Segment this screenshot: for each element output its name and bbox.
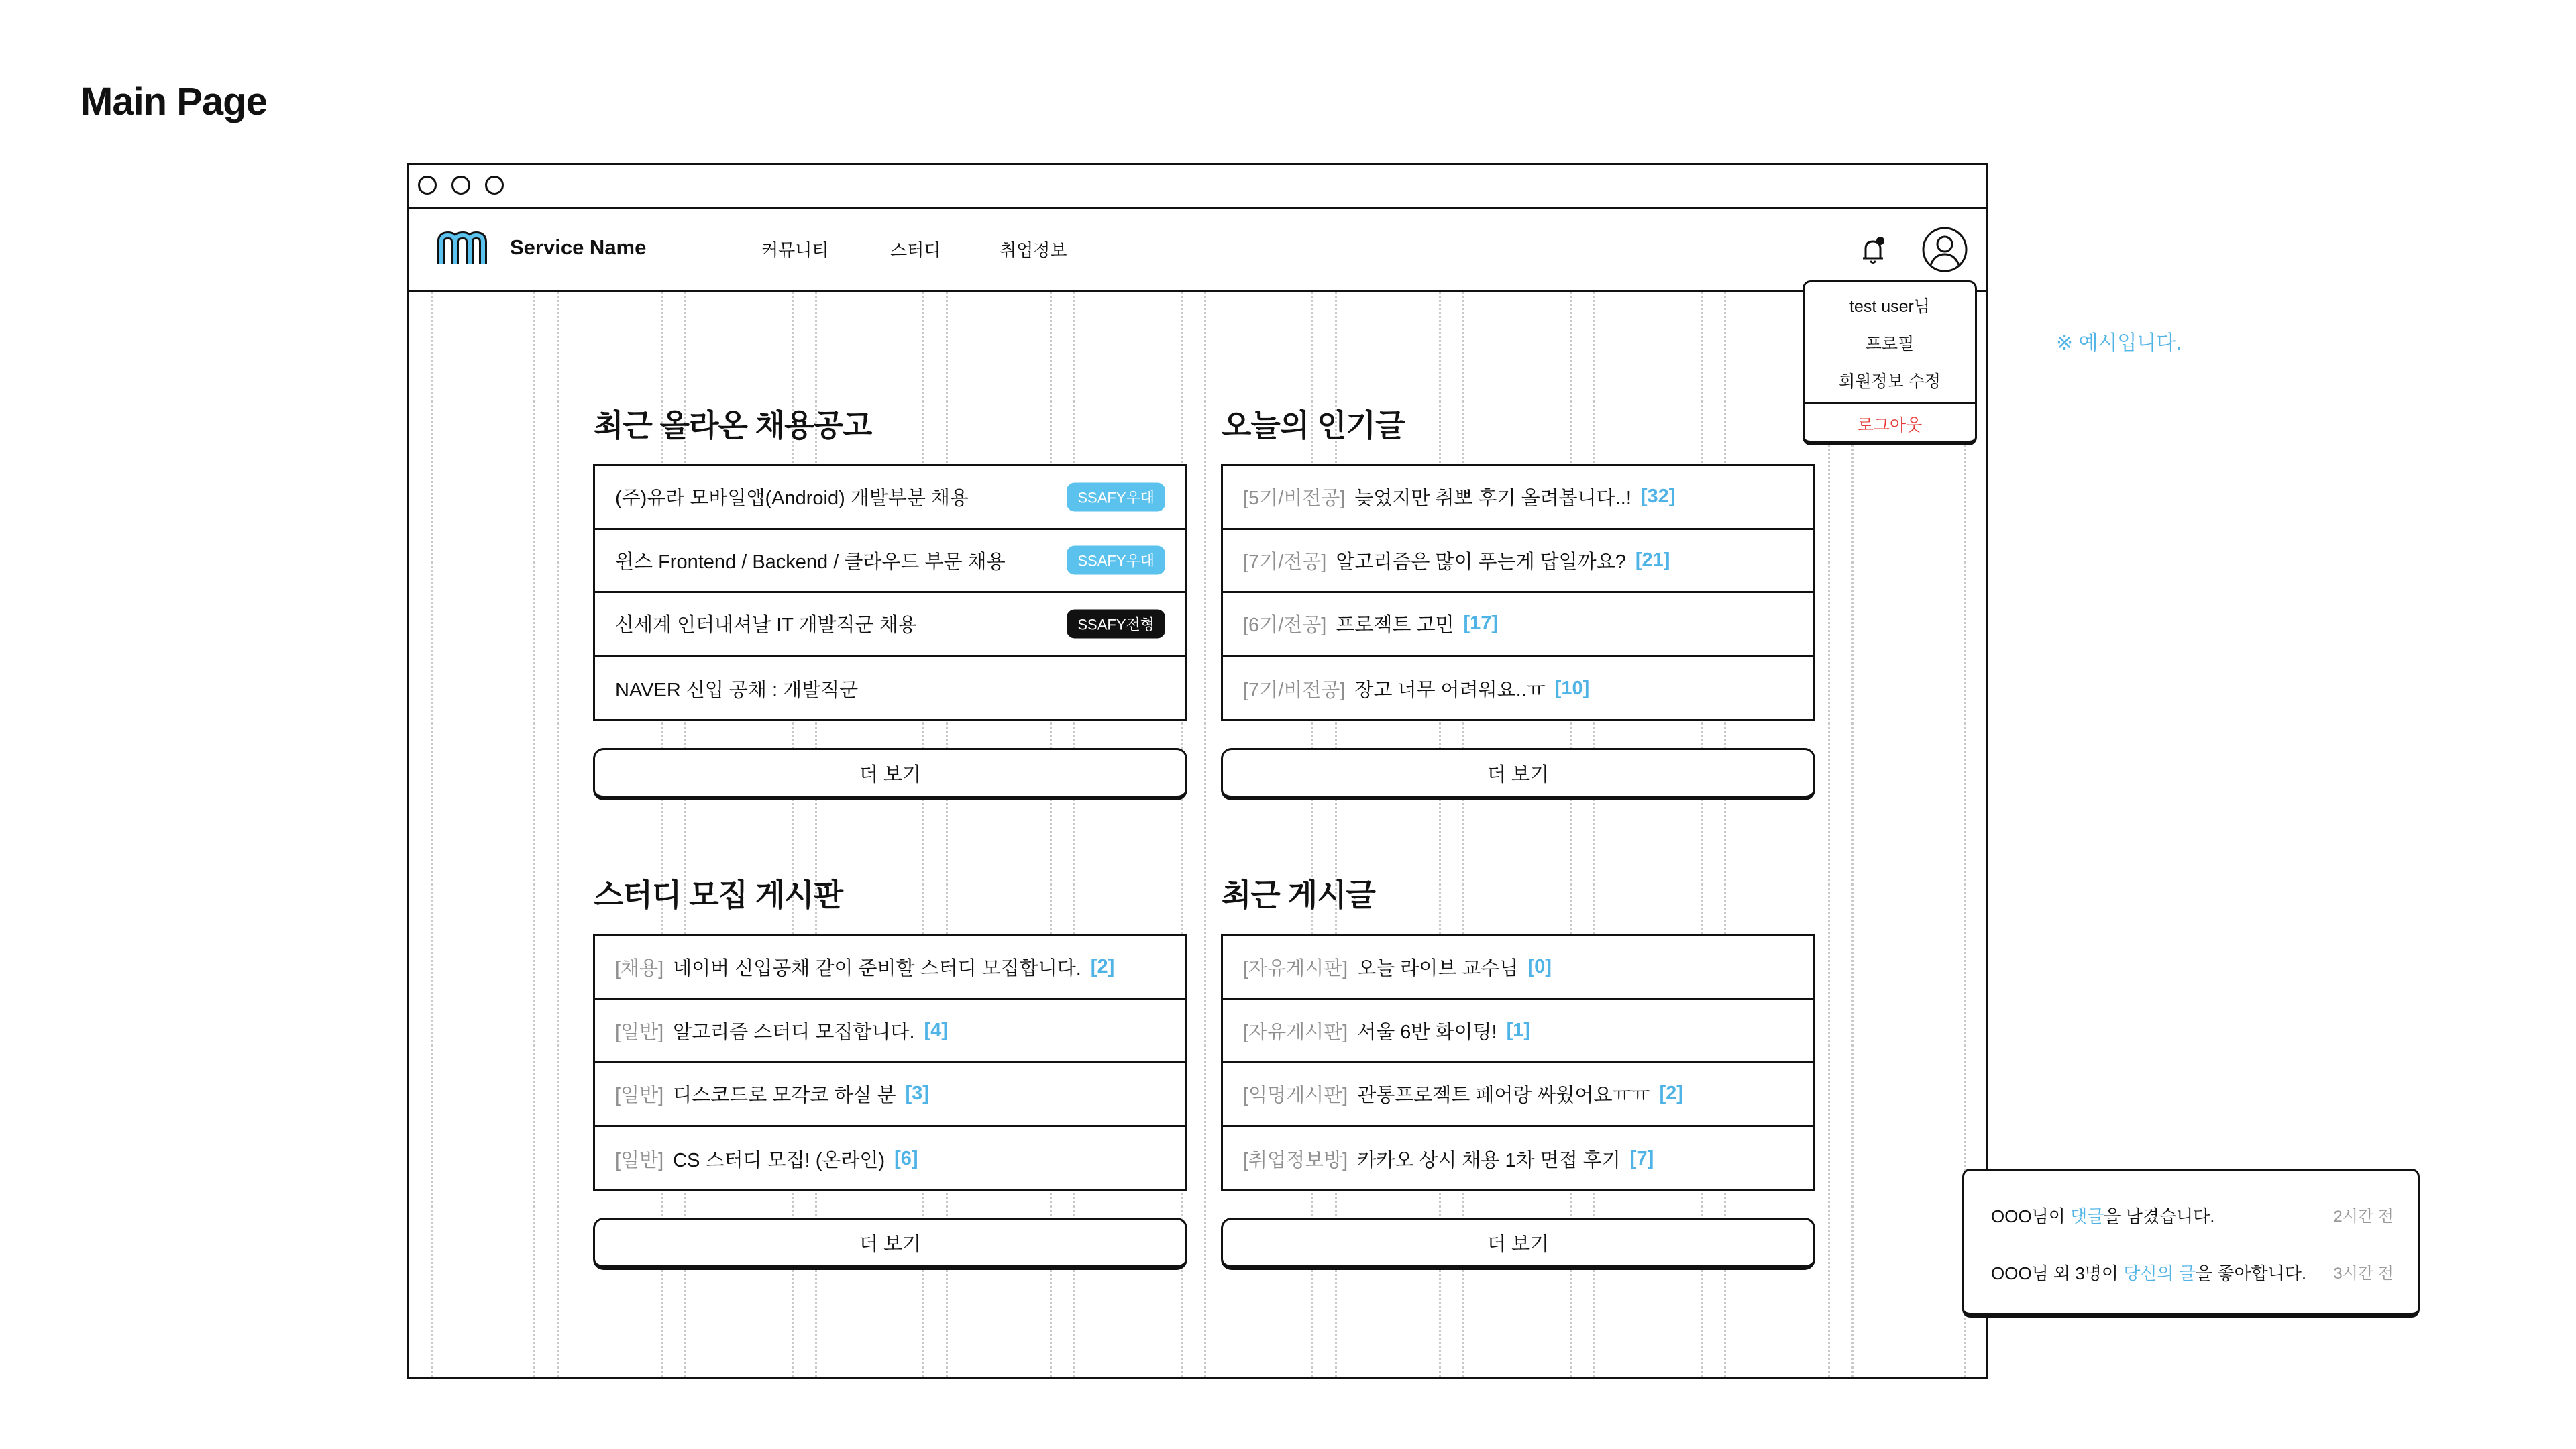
- notification-item[interactable]: [1991, 1260, 2394, 1285]
- notification-time: 3시간 전: [2333, 1265, 2394, 1283]
- window-titlebar: [409, 165, 1986, 209]
- comment-count: [6]: [894, 1147, 918, 1169]
- window-maximize-button[interactable]: [485, 176, 504, 195]
- study-section-title: 스터디 모집 게시판: [594, 877, 843, 912]
- post-title: CS 스터디 모집! (온라인): [673, 1149, 885, 1171]
- post-tag: [일반]: [615, 1149, 664, 1171]
- post-title: 장고 너무 어려워요..ㅠ: [1354, 679, 1546, 701]
- post-row[interactable]: [1223, 593, 1813, 657]
- popular-section-title: 오늘의 인기글: [1222, 408, 1405, 443]
- post-row[interactable]: [595, 1127, 1185, 1191]
- post-tag: [7기/전공]: [1243, 551, 1327, 573]
- dropdown-divider: [1805, 402, 1975, 404]
- top-navbar: [409, 209, 1986, 292]
- study-list: [593, 934, 1187, 1191]
- comment-count: [10]: [1554, 677, 1590, 699]
- notification-text: OOO님 외 3명이 당신의 글을 좋아합니다.: [1991, 1263, 2307, 1283]
- page-title: Main Page: [80, 80, 267, 123]
- example-note: ※ 예시입니다.: [2056, 332, 2182, 354]
- comment-count: [3]: [905, 1083, 929, 1105]
- layout-guides: [409, 292, 1986, 1377]
- post-tag: [채용]: [615, 958, 664, 980]
- post-row[interactable]: [595, 1063, 1185, 1127]
- job-title: (주)유라 모바일앱(Android) 개발부분 채용: [615, 488, 969, 510]
- recent-section-title: 최근 게시글: [1222, 877, 1375, 912]
- comment-count: [4]: [924, 1019, 948, 1041]
- job-row[interactable]: [595, 530, 1185, 594]
- post-row[interactable]: [595, 936, 1185, 1000]
- post-title: 관통프로젝트 페어랑 싸웠어요ㅠㅠ: [1357, 1085, 1650, 1107]
- jobs-section-title: 최근 올라온 채용공고: [594, 408, 872, 443]
- job-row[interactable]: [595, 657, 1185, 720]
- service-name[interactable]: Service Name: [510, 235, 647, 259]
- post-title: 디스코드로 모각코 하실 분: [673, 1085, 896, 1107]
- dropdown-edit-account[interactable]: 회원정보 수정: [1839, 372, 1941, 391]
- post-tag: [일반]: [615, 1021, 664, 1043]
- post-title: 프로젝트 고민: [1336, 614, 1454, 637]
- recent-more-button[interactable]: 더 보기: [1221, 1218, 1815, 1270]
- notification-time: 2시간 전: [2333, 1208, 2394, 1226]
- post-tag: [7기/비전공]: [1243, 679, 1346, 701]
- post-row[interactable]: [1223, 936, 1813, 1000]
- post-tag: [익명게시판]: [1243, 1085, 1348, 1107]
- nav-study[interactable]: 스터디: [890, 240, 941, 260]
- comment-count: [2]: [1090, 956, 1115, 978]
- post-row[interactable]: [1223, 1000, 1813, 1064]
- job-row[interactable]: [595, 593, 1185, 657]
- ssafy-badge: SSAFY전형: [1067, 609, 1165, 638]
- study-more-button[interactable]: 더 보기: [593, 1218, 1187, 1270]
- post-tag: [일반]: [615, 1085, 664, 1107]
- comment-count: [7]: [1629, 1147, 1654, 1169]
- post-title: 네이버 신입공채 같이 준비할 스터디 모집합니다.: [673, 958, 1081, 980]
- avatar-icon[interactable]: [1921, 226, 1968, 273]
- post-title: 알고리즘은 많이 푸는게 답일까요?: [1336, 551, 1626, 573]
- dropdown-profile[interactable]: 프로필: [1865, 335, 1915, 354]
- logo-icon[interactable]: [436, 229, 487, 269]
- recent-list: [1221, 934, 1815, 1191]
- notification-item[interactable]: [1991, 1203, 2394, 1228]
- post-tag: [자유게시판]: [1243, 1021, 1348, 1043]
- notification-popup: [1962, 1169, 2420, 1318]
- post-row[interactable]: [1223, 466, 1813, 530]
- post-tag: [취업정보방]: [1243, 1149, 1348, 1171]
- comment-count: [2]: [1659, 1083, 1683, 1105]
- job-title: NAVER 신입 공채 : 개발직군: [615, 679, 859, 701]
- nav-jobs[interactable]: 취업정보: [1000, 240, 1067, 260]
- post-row[interactable]: [1223, 530, 1813, 594]
- popular-more-button[interactable]: 더 보기: [1221, 748, 1815, 800]
- post-title: 오늘 라이브 교수님: [1357, 958, 1519, 980]
- comment-count: [17]: [1463, 612, 1499, 635]
- notification-text: OOO님이 댓글을 남겼습니다.: [1991, 1206, 2215, 1226]
- dropdown-username: test user님: [1849, 297, 1931, 316]
- comment-count: [21]: [1635, 549, 1670, 571]
- job-title: 윈스 Frontend / Backend / 클라우드 부문 채용: [615, 551, 1006, 573]
- post-title: 카카오 상시 채용 1차 면접 후기: [1357, 1149, 1621, 1171]
- post-tag: [5기/비전공]: [1243, 488, 1346, 510]
- job-title: 신세계 인터내셔날 IT 개발직군 채용: [615, 614, 917, 637]
- post-tag: [자유게시판]: [1243, 958, 1348, 980]
- nav-community[interactable]: 커뮤니티: [761, 240, 829, 260]
- post-title: 늦었지만 취뽀 후기 올려봅니다..!: [1354, 488, 1631, 510]
- post-tag: [6기/전공]: [1243, 614, 1327, 637]
- jobs-more-button[interactable]: 더 보기: [593, 748, 1187, 800]
- post-row[interactable]: [1223, 1127, 1813, 1191]
- post-title: 알고리즘 스터디 모집합니다.: [673, 1021, 915, 1043]
- post-row[interactable]: [595, 1000, 1185, 1064]
- bell-icon[interactable]: [1856, 234, 1890, 268]
- job-row[interactable]: [595, 466, 1185, 530]
- comment-count: [1]: [1506, 1019, 1531, 1041]
- ssafy-badge: SSAFY우대: [1067, 546, 1165, 575]
- comment-count: [32]: [1640, 486, 1676, 508]
- user-dropdown-menu: [1803, 280, 1977, 445]
- comment-count: [0]: [1527, 956, 1552, 978]
- post-title: 서울 6반 화이팅!: [1357, 1021, 1497, 1043]
- ssafy-badge: SSAFY우대: [1067, 482, 1165, 511]
- dropdown-logout[interactable]: 로그아웃: [1857, 416, 1923, 435]
- post-row[interactable]: [1223, 1063, 1813, 1127]
- jobs-list: [593, 464, 1187, 721]
- post-row[interactable]: [1223, 657, 1813, 720]
- window-close-button[interactable]: [418, 176, 437, 195]
- popular-list: [1221, 464, 1815, 721]
- window-minimize-button[interactable]: [451, 176, 470, 195]
